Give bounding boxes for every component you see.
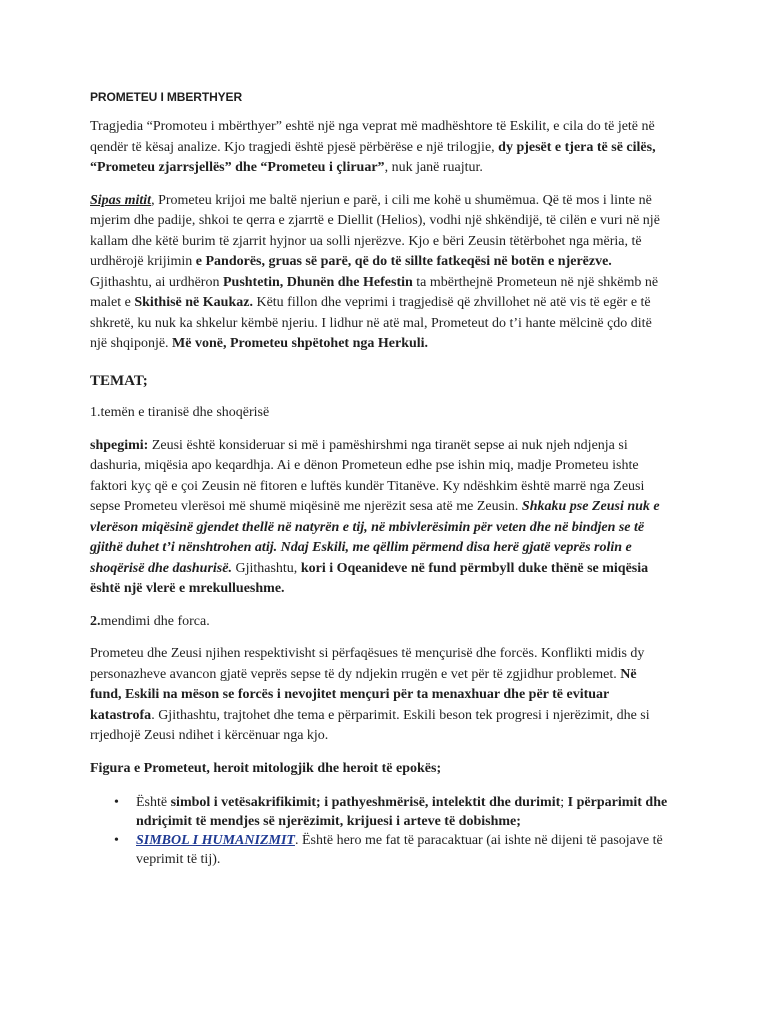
bullet-icon: •	[114, 833, 119, 848]
myth-bold-2: Pushtetin, Dhunën dhe Hefestin	[222, 274, 413, 290]
intro-text: Tragjedia “Promoteu i mbërthyer” eshtë një nga veprat më madhështore të Eskilit, e cila do të jetë në qendër të kësaj analize. Kjo tragjedi është pjesë përbërëse e një trilogjie,	[90, 119, 655, 155]
bullet1-pre: Është	[136, 795, 171, 810]
theme1-bold-2: kori i Oqeanideve në fund përmbyll duke thënë se miqësia është një vlerë e mrekullueshme.	[90, 560, 649, 596]
bullet-icon: •	[114, 795, 119, 810]
theme1-title: 1.temën e tiranisë dhe shoqërisë	[90, 405, 270, 420]
theme2-text-2: . Gjithashtu, trajtohet dhe tema e përparimit. Eskili beson tek progresi i njerëzimit, dhe si rrjedhojë Zeusi ndihet i kërcënuar nga kjo.	[90, 707, 650, 743]
list-item	[90, 793, 670, 831]
myth-text-3: ta mbërthejnë Prometeun në një shkëmb në malet e	[90, 274, 659, 310]
theme2-text-1: Prometeu dhe Zeusi njihen respektivisht si përfaqësues të mençurisë dhe forcës. Konflikti midis dy personazheve avancon gjatë veprës sepse të dy ndjekin rrugën e vet për të zgjidhur problemet.	[90, 646, 645, 682]
theme2-bold: Në fund, Eskili na mëson se forcës i nevojitet mençuri për ta menaxhuar dhe për të evituar katastrofa	[90, 666, 637, 723]
myth-text-2: Gjithashtu, ai urdhëron	[90, 274, 223, 290]
theme2-title-text: mendimi dhe forca.	[100, 613, 210, 629]
figure-heading: Figura e Prometeut, heroit mitologjik dhe heroit të epokës;	[90, 760, 442, 776]
theme1-bold-italic: Shkaku pse Zeusi nuk e vlerëson miqësinë gjendet thellë në natyrën e tij, në mbivlerësimin për veten dhe në bindjen se të gjithë duhet t’i nënshtrohen atij. Ndaj Eskili, me qëllim përmend disa herë gjatë veprës rolin e shoqërisë dhe dashurisë.	[90, 499, 660, 576]
theme1-label: shpegimi:	[90, 437, 149, 453]
myth-bold-3: Skithisë në Kaukaz.	[134, 295, 253, 310]
myth-text-4: Këtu fillon dhe veprimi i tragjedisë që zhvillohet në atë vis të egër e të shkretë, ku nuk ka shkelur këmbë njeriu. I lidhur në atë mal, Prometeut do t’i hante mëlcinë çdo ditë një shqiponjë.	[90, 295, 652, 351]
figure-bullet-list	[90, 793, 670, 869]
humanism-link[interactable]: SIMBOL I HUMANIZMIT	[136, 833, 295, 848]
bullet1-bold: simbol i vetësakrifikimit; i pathyeshmërisë, intelektit dhe durimit	[170, 795, 561, 810]
myth-paragraph	[90, 191, 670, 355]
document-title: PROMETEU I MBERTHYER	[90, 90, 243, 104]
intro-bold-text: dy pjesët e tjera të së cilës, “Prometeu zjarrsjellës” dhe “Prometeu i çliruar”	[90, 139, 656, 175]
myth-lead: Sipas mitit	[90, 192, 152, 208]
theme2-paragraph	[90, 644, 670, 747]
theme2-title	[90, 612, 670, 633]
myth-text-1: , Prometeu krijoi me baltë njeriun e parë, i cili me kohë u shumëmua. Që të mos i linte në mjerim dhe padije, shkoi te qerra e zjarrtë e Diellit (Helios), vodhi një shkëndijë, të cilën e vuri në një kallam dhe këtë burim të zjarrit hyjnor ua solli njerëzve. Kjo e bëri Zeusin tëtërbohet nga mëria, të urdhërojë krijimin	[90, 192, 660, 269]
themes-heading: TEMAT;	[90, 372, 148, 389]
theme1-text-2: Gjithashtu,	[231, 560, 301, 576]
intro-text-end: , nuk janë ruajtur.	[384, 160, 483, 175]
bullet1-bold-2: I përparimit dhe ndriçimit të mendjes së njerëzimit, krijuesi i arteve të dobishme;	[136, 795, 668, 829]
myth-bold-4: Më vonë, Prometeu shpëtohet nga Herkuli.	[172, 336, 429, 351]
theme1-paragraph	[90, 436, 670, 600]
bullet1-mid: ;	[560, 795, 568, 810]
theme2-number: 2.	[90, 613, 101, 629]
list-item	[90, 831, 670, 869]
intro-paragraph	[90, 117, 670, 179]
theme1-text-1: Zeusi është konsideruar si më i pamëshirshmi nga tiranët sepse ai nuk njeh ndjenja si dashuria, miqësia apo keqardhja. Ai e dënon Prometeun edhe pse ishin miq, madje Prometeu ishte faktori kyç që e çoi Zeusin në fitoren e luftës kundër Titanëve. Ky ndëshkim është marrë nga Zeusi sepse Prometeu vlerësoi më shumë miqësinë me njerëzit sesa atë me Zeusin.	[90, 437, 645, 514]
document-page	[90, 90, 670, 869]
myth-bold-1: e Pandorës, gruas së parë, që do të sillte fatkeqësi në botën e njerëzve.	[195, 254, 612, 269]
bullet2-text: . Është hero me fat të paracaktuar (ai ishte në dijeni të pasojave të veprimit të tij).	[136, 833, 663, 867]
